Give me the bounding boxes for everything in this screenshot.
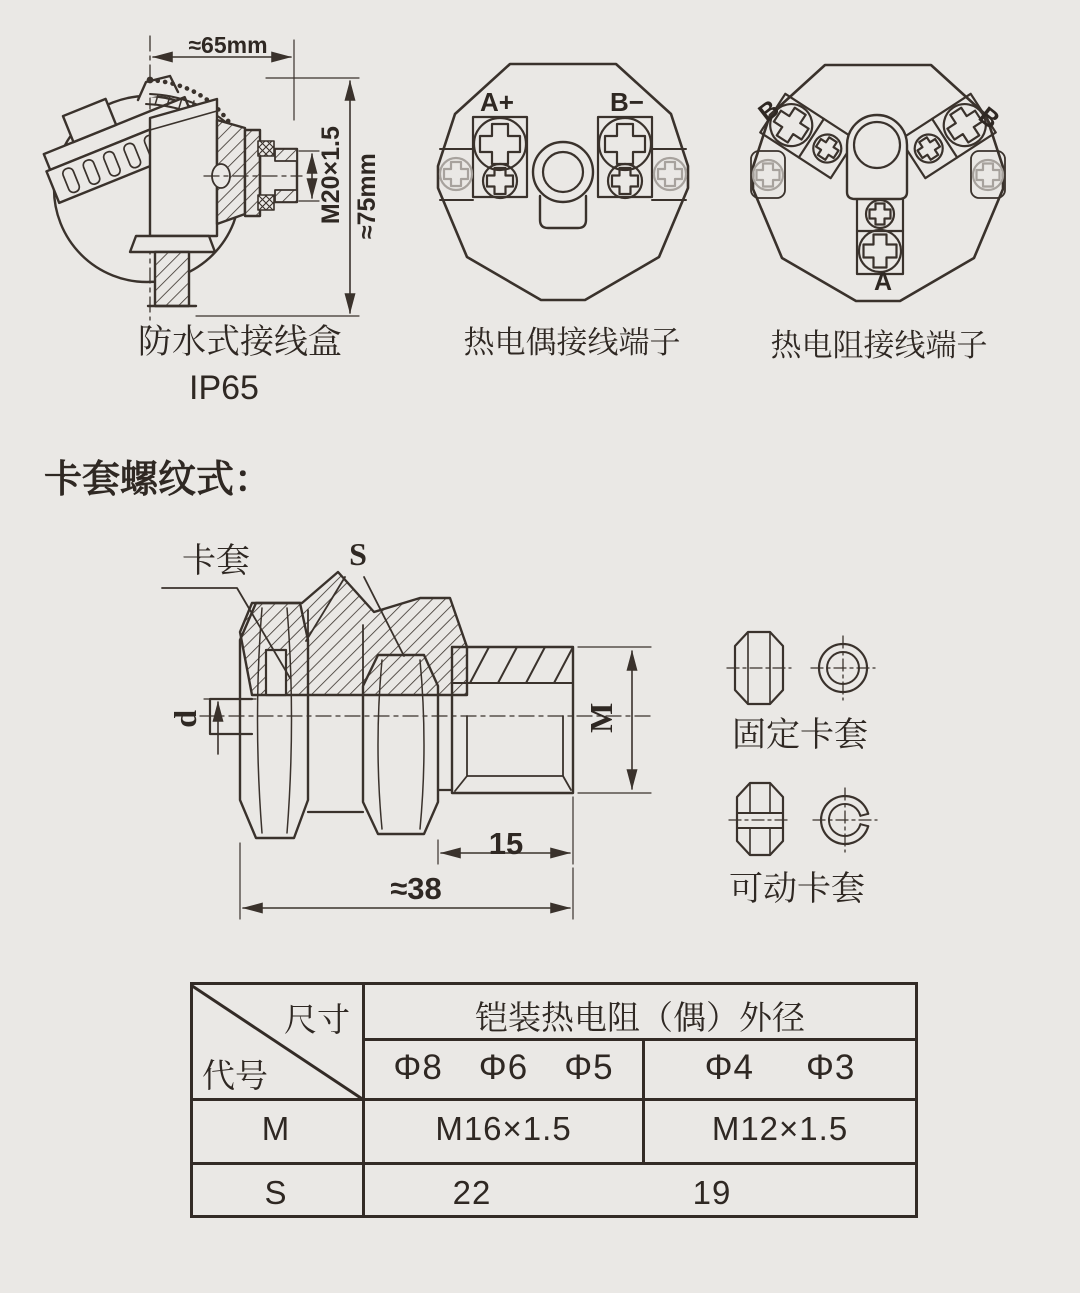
junction-box-figure: [30, 36, 359, 320]
junction-box-caption: 防水式接线盒: [138, 323, 342, 361]
flats-dim-label: S: [349, 536, 367, 572]
dia-phi6: Φ6: [478, 1048, 529, 1087]
table-row3-line: [190, 1162, 918, 1165]
thermocouple-caption: 热电偶接线端子: [463, 325, 681, 360]
dia-phi8: Φ8: [393, 1048, 443, 1087]
rtd-terminal-figure: [751, 65, 1005, 301]
table-span-header: 铠装热电阻（偶）外径: [475, 999, 805, 1036]
table-border-top: [190, 982, 918, 985]
rtd-terminal-a-label: A: [873, 268, 893, 296]
movable-ferrule-caption: 可动卡套: [729, 870, 865, 908]
table-diameter-group-right: [645, 1048, 915, 1088]
ferrule-callout-label: 卡套: [182, 542, 250, 580]
table-corner-top-label: 尺寸: [284, 1001, 350, 1038]
dia-phi3: Φ3: [806, 1048, 856, 1087]
table-row2-line: [190, 1098, 918, 1101]
table-row-m-right: M12×1.5: [711, 1110, 849, 1147]
rtd-terminal-b-left-label: B: [753, 94, 785, 128]
thread-length-dim: 15: [488, 826, 524, 861]
table-row-s-left: 22: [452, 1174, 492, 1211]
rtd-terminal-b-right-label: B: [973, 101, 1005, 135]
fixed-ferrule-caption: 固定卡套: [732, 716, 868, 754]
table-row-s-right: 19: [692, 1174, 732, 1211]
junction-box-thread-dim: M20×1.5: [316, 126, 345, 225]
junction-box-width-dim: ≈65mm: [188, 32, 268, 58]
probe-diameter-label: d: [167, 709, 204, 728]
thread-dim-label: M: [583, 702, 620, 733]
junction-box-ip-rating: IP65: [189, 369, 259, 407]
table-row-m-code: M: [261, 1110, 291, 1147]
dia-phi4: Φ4: [704, 1048, 754, 1087]
junction-box-height-dim: ≈75mm: [352, 153, 381, 240]
compression-fitting-figure: [162, 572, 652, 919]
thermocouple-terminal-a-label: A+: [480, 87, 514, 117]
spec-table: [190, 982, 918, 1218]
rtd-caption: 热电阻接线端子: [770, 328, 988, 363]
table-row-m-left: M16×1.5: [435, 1110, 572, 1147]
dia-phi5: Φ5: [564, 1048, 614, 1087]
thermocouple-terminal-b-label: B−: [610, 87, 644, 117]
table-row-s-code: S: [264, 1174, 288, 1211]
section-heading: 卡套螺纹式：: [44, 459, 273, 501]
overall-length-dim: ≈38: [390, 871, 442, 906]
table-corner-bottom-label: 代号: [202, 1057, 268, 1094]
table-border-bottom: [190, 1215, 918, 1218]
table-diameter-group-left: [365, 1048, 642, 1088]
